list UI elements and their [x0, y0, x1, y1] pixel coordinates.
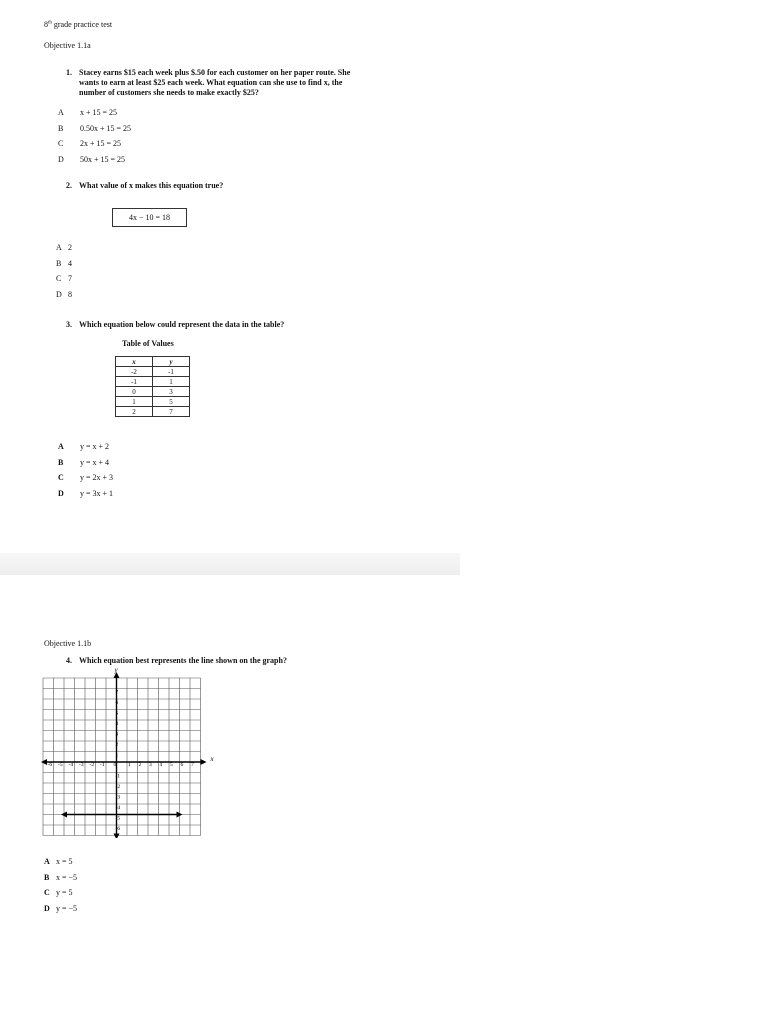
table-of-values [115, 356, 190, 417]
x-tick-label: -5 [58, 762, 63, 769]
table-row: 1 5 [116, 397, 190, 407]
answer-option[interactable]: A 2 [56, 243, 72, 252]
y-tick-label: -2 [115, 784, 121, 790]
x-tick-label: 3 [149, 762, 152, 769]
answer-option[interactable]: A x + 15 = 25 [58, 108, 118, 117]
question-2-number: 2. [66, 181, 72, 190]
table-title: Table of Values [122, 339, 174, 348]
question-1-text: Stacey earns $15 each week plus $.50 for each customer on her paper route. She wants to earn at least $25 each week. What equation can she use to find x, the number of customers she needs to make exactly $25? [79, 68, 351, 97]
y-tick-label: 7 [115, 689, 119, 696]
x-tick-label: -2 [89, 762, 95, 769]
question-4-options [44, 854, 77, 916]
x-axis-label: x [210, 755, 214, 763]
y-tick-label: 5 [115, 710, 119, 717]
answer-option[interactable]: A y = x + 2 [58, 442, 110, 451]
y-tick-label: -5 [115, 815, 121, 822]
equation-box: 4x − 10 = 18 [112, 208, 187, 227]
x-tick-label: -6 [47, 762, 53, 769]
x-tick-label: 6 [180, 762, 184, 769]
answer-option[interactable]: B 4 [56, 258, 72, 268]
question-1-number: 1. [66, 68, 72, 77]
x-tick-label: 0 [113, 762, 117, 769]
y-axis-label: y [114, 668, 118, 674]
y-tick-label: -1 [115, 773, 121, 780]
y-tick-label: 6 [115, 700, 119, 706]
question-4-text: Which equation best represents the line shown on the graph? [79, 656, 287, 665]
table-row: 2 7 [116, 407, 190, 417]
x-tick-label: 4 [159, 762, 163, 769]
x-tick-label: 2 [138, 762, 142, 769]
y-tick-label: -3 [115, 794, 121, 801]
x-tick-label: -1 [100, 762, 105, 769]
y-tick-label: 2 [115, 742, 119, 748]
x-tick-label: 5 [170, 762, 173, 769]
y-tick-label: 3 [115, 731, 119, 738]
x-tick-label: 1 [128, 762, 131, 769]
question-3-options [58, 439, 113, 501]
answer-option[interactable]: D y = −5 [44, 903, 78, 913]
y-tick-label: 1 [115, 752, 119, 759]
answer-option[interactable]: D y = 3x + 1 [58, 488, 114, 498]
answer-option[interactable]: C y = 5 [44, 888, 73, 897]
table-header: x [116, 357, 153, 367]
question-2-options [56, 240, 72, 302]
question-3-text: Which equation below could represent the data in the table? [79, 320, 285, 329]
table-header: y [153, 357, 190, 367]
table-row: 0 3 [116, 387, 190, 397]
page-break [0, 553, 460, 575]
answer-option[interactable]: B y = x + 4 [58, 457, 110, 467]
x-axis-arrow [201, 759, 207, 765]
answer-option[interactable]: B 0.50x + 15 = 25 [58, 123, 132, 133]
answer-option[interactable]: C y = 2x + 3 [58, 473, 114, 482]
answer-option[interactable]: D 8 [56, 289, 72, 299]
objective-label: Objective 1.1b [44, 639, 92, 648]
question-3-number: 3. [66, 320, 72, 329]
table-row: -1 1 [116, 377, 190, 387]
question-4-number: 4. [66, 656, 72, 665]
answer-option[interactable]: B x = −5 [44, 872, 78, 882]
y-tick-label: -6 [115, 826, 121, 832]
answer-option[interactable]: A x = 5 [44, 857, 73, 866]
x-tick-label: -4 [68, 762, 74, 769]
question-2-text: What value of x makes this equation true? [79, 181, 224, 190]
answer-option[interactable]: D 50x + 15 = 25 [58, 154, 126, 164]
coordinate-graph [38, 668, 223, 838]
x-tick-label: -3 [79, 762, 84, 769]
y-tick-label: -4 [115, 805, 121, 811]
y-tick-label: 4 [115, 721, 119, 727]
answer-option[interactable]: C 7 [56, 274, 72, 283]
test-title: 8th grade practice test [44, 20, 113, 29]
x-axis-arrow [41, 759, 47, 765]
objective-label: Objective 1.1a [44, 41, 91, 50]
table-row: -2 -1 [116, 367, 190, 377]
x-tick-label: 7 [191, 762, 194, 769]
answer-option[interactable]: C 2x + 15 = 25 [58, 139, 122, 148]
question-1-options [58, 105, 131, 167]
